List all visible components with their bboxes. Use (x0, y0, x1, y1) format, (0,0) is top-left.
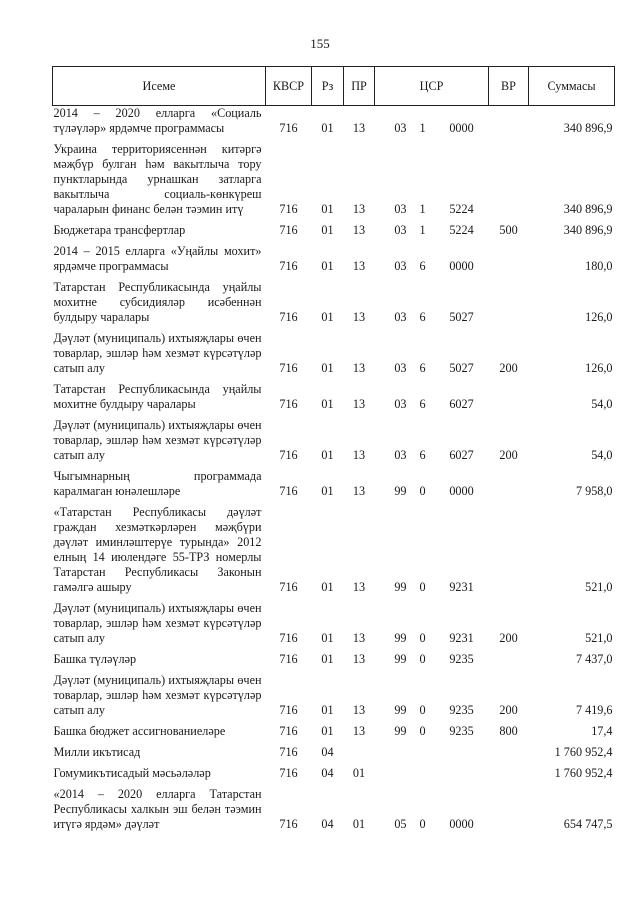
row-name: 2014 – 2015 елларга «Уңайлы мохит» ярдәмче программасы (53, 244, 262, 273)
row-sum: 54,0 (591, 448, 613, 462)
row-pr: 13 (352, 724, 366, 738)
row-sum: 126,0 (585, 361, 613, 375)
row-csr-program: 03 (394, 121, 407, 135)
row-csr-direction: 5224 (449, 202, 474, 216)
row-pr: 13 (352, 484, 366, 498)
row-csr-direction: 5027 (449, 310, 474, 324)
row-vr (489, 241, 529, 277)
row-csr-subprogram: 6 (419, 259, 426, 273)
row-vr: 200 (499, 448, 518, 462)
row-sum: 521,0 (585, 580, 613, 594)
header-rz: Рз (312, 67, 344, 106)
row-name: Гомумикътисадый мәсьәләләр (53, 766, 211, 780)
row-rz: 01 (321, 259, 334, 273)
header-name: Исеме (53, 67, 266, 106)
row-kvsr: 716 (279, 745, 298, 759)
header-sum: Суммасы (529, 67, 615, 106)
row-csr-direction: 9231 (449, 580, 474, 594)
row-sum: 1 760 952,4 (554, 766, 613, 780)
header-csr: ЦСР (375, 67, 489, 106)
row-pr: 13 (352, 202, 366, 216)
row-pr: 13 (352, 121, 366, 135)
row-kvsr: 716 (279, 631, 298, 645)
budget-table (52, 66, 615, 835)
table-row (53, 415, 615, 466)
row-csr-subprogram: 0 (419, 724, 426, 738)
row-sum: 654 747,5 (563, 817, 613, 831)
row-csr-direction: 0000 (449, 259, 474, 273)
row-csr-subprogram: 0 (419, 817, 426, 831)
row-kvsr: 716 (279, 202, 298, 216)
row-name: Дәүләт (муниципаль) ихтыяҗлары өчен товарлар, эшләр һәм хезмәт күрсәтүләр сатып алу (53, 673, 262, 717)
row-vr (489, 466, 529, 502)
row-csr-subprogram (411, 742, 435, 763)
row-csr-direction: 6027 (449, 448, 474, 462)
row-name: Чыгымнарның программада каралмаган юнәлешләре (53, 469, 262, 498)
row-name: Татарстан Республикасында уңайлы мохитне субсидияләр исәбеннән булдыру чаралары (53, 280, 262, 324)
table-row (53, 649, 615, 670)
row-pr: 13 (352, 448, 366, 462)
row-pr: 13 (352, 397, 366, 411)
row-name: «Татарстан Республикасы дәүләт граждан хезмәткәрләрен мәҗбүри дәүләт иминләштерүе турында» 2012 елның 14 июлендәге 55-ТРЗ номерлы Татарстан Республикасы Законын гамәлгә ашыру (53, 505, 262, 594)
row-csr-subprogram: 6 (419, 397, 426, 411)
table-row (53, 277, 615, 328)
row-name: Дәүләт (муниципаль) ихтыяҗлары өчен товарлар, эшләр һәм хезмәт күрсәтүләр сатып алу (53, 601, 262, 645)
row-kvsr: 716 (279, 397, 298, 411)
row-vr (489, 139, 529, 220)
row-name: Украина территориясеннән китәргә мәҗбүр булган һәм вакытлыча тору пунктларында урнашкан затларга вакытлыча социаль-көнкүреш чараларын финанс белән тәэмин итү (53, 142, 262, 216)
row-csr-program: 99 (394, 652, 407, 666)
header-kvsr: КВСР (266, 67, 312, 106)
row-csr-direction: 9231 (449, 631, 474, 645)
row-csr-direction: 9235 (449, 703, 474, 717)
row-csr-direction: 0000 (449, 121, 474, 135)
row-csr-subprogram: 0 (419, 631, 426, 645)
row-csr-program: 03 (394, 259, 407, 273)
row-rz: 01 (321, 397, 334, 411)
table-row (53, 379, 615, 415)
row-csr-program: 03 (394, 448, 407, 462)
row-pr: 13 (352, 703, 366, 717)
row-kvsr: 716 (279, 361, 298, 375)
row-vr (489, 106, 529, 140)
row-csr-subprogram: 0 (419, 580, 426, 594)
table-row (53, 241, 615, 277)
row-csr-program (375, 763, 411, 784)
row-csr-program: 99 (394, 703, 407, 717)
row-pr: 13 (352, 310, 366, 324)
row-rz: 01 (321, 448, 334, 462)
row-rz: 01 (321, 121, 334, 135)
row-csr-direction: 5027 (449, 361, 474, 375)
row-csr-program: 05 (394, 817, 407, 831)
row-csr-subprogram: 0 (419, 484, 426, 498)
row-rz: 04 (321, 745, 334, 759)
row-rz: 04 (321, 766, 334, 780)
row-csr-program: 03 (394, 397, 407, 411)
row-csr-subprogram: 1 (419, 223, 426, 237)
row-pr: 13 (352, 223, 366, 237)
table-row (53, 742, 615, 763)
row-kvsr: 716 (279, 580, 298, 594)
row-vr (489, 742, 529, 763)
row-kvsr: 716 (279, 223, 298, 237)
table-row (53, 721, 615, 742)
row-pr: 13 (352, 580, 366, 594)
table-row (53, 502, 615, 598)
row-vr (489, 784, 529, 835)
table-row (53, 670, 615, 721)
row-sum: 7 958,0 (575, 484, 613, 498)
table-row (53, 598, 615, 649)
row-sum: 521,0 (585, 631, 613, 645)
row-vr: 500 (499, 223, 518, 237)
row-vr (489, 379, 529, 415)
row-name: Милли икътисад (53, 745, 141, 759)
header-vr: ВР (489, 67, 529, 106)
row-kvsr: 716 (279, 766, 298, 780)
row-name: Башка бюджет ассигнованиеләре (53, 724, 226, 738)
row-kvsr: 716 (279, 724, 298, 738)
row-sum: 1 760 952,4 (554, 745, 613, 759)
row-csr-direction: 0000 (449, 817, 474, 831)
row-sum: 7 419,6 (575, 703, 613, 717)
row-rz: 04 (321, 817, 334, 831)
table-row (53, 139, 615, 220)
row-vr: 200 (499, 361, 518, 375)
row-pr: 13 (352, 652, 366, 666)
row-csr-program (375, 742, 411, 763)
row-vr (489, 502, 529, 598)
row-kvsr: 716 (279, 703, 298, 717)
row-csr-subprogram: 6 (419, 448, 426, 462)
row-csr-program: 03 (394, 310, 407, 324)
table-row (53, 466, 615, 502)
row-sum: 340 896,9 (563, 121, 613, 135)
row-name: Башка түләүләр (53, 652, 137, 666)
table-row (53, 328, 615, 379)
row-rz: 01 (321, 652, 334, 666)
row-csr-subprogram: 1 (419, 202, 426, 216)
row-sum: 126,0 (585, 310, 613, 324)
row-rz: 01 (321, 580, 334, 594)
row-csr-direction: 6027 (449, 397, 474, 411)
row-sum: 340 896,9 (563, 202, 613, 216)
row-csr-direction: 0000 (449, 484, 474, 498)
table-row (53, 784, 615, 835)
row-vr (489, 649, 529, 670)
row-rz: 01 (321, 724, 334, 738)
row-sum: 17,4 (591, 724, 613, 738)
row-kvsr: 716 (279, 259, 298, 273)
row-csr-program: 99 (394, 631, 407, 645)
table-row (53, 220, 615, 241)
row-name: «2014 – 2020 елларга Татарстан Республикасы халкын эш белән тәэмин итүгә ярдәм» дәүләт (53, 787, 262, 831)
table-header-row (53, 67, 615, 106)
row-csr-program: 99 (394, 724, 407, 738)
row-csr-program: 03 (394, 223, 407, 237)
row-kvsr: 716 (279, 652, 298, 666)
row-vr: 200 (499, 631, 518, 645)
row-kvsr: 716 (279, 121, 298, 135)
row-vr (489, 277, 529, 328)
row-kvsr: 716 (279, 310, 298, 324)
row-pr: 13 (352, 259, 366, 273)
row-csr-program: 03 (394, 202, 407, 216)
row-csr-subprogram: 6 (419, 310, 426, 324)
row-vr: 200 (499, 703, 518, 717)
row-csr-subprogram: 6 (419, 361, 426, 375)
row-pr: 01 (352, 817, 366, 831)
row-name: 2014 – 2020 елларга «Социаль түләүләр» ярдәмче программасы (53, 106, 262, 135)
row-pr: 01 (352, 766, 366, 780)
header-pr: ПР (344, 67, 375, 106)
row-sum: 340 896,9 (563, 223, 613, 237)
row-csr-subprogram: 1 (419, 121, 426, 135)
row-csr-direction (435, 742, 489, 763)
row-csr-subprogram (411, 763, 435, 784)
row-rz: 01 (321, 361, 334, 375)
row-rz: 01 (321, 703, 334, 717)
page-number: 155 (310, 36, 330, 51)
row-csr-direction: 9235 (449, 652, 474, 666)
row-name: Дәүләт (муниципаль) ихтыяҗлары өчен товарлар, эшләр һәм хезмәт күрсәтүләр сатып алу (53, 331, 262, 375)
row-pr (344, 742, 375, 763)
row-rz: 01 (321, 484, 334, 498)
row-name: Дәүләт (муниципаль) ихтыяҗлары өчен товарлар, эшләр һәм хезмәт күрсәтүләр сатып алу (53, 418, 262, 462)
row-vr: 800 (499, 724, 518, 738)
row-name: Бюджетара трансфертлар (53, 223, 186, 237)
row-sum: 180,0 (585, 259, 613, 273)
table-body (53, 106, 615, 836)
row-sum: 7 437,0 (575, 652, 613, 666)
row-pr: 13 (352, 631, 366, 645)
row-rz: 01 (321, 223, 334, 237)
row-kvsr: 716 (279, 448, 298, 462)
row-csr-subprogram: 0 (419, 703, 426, 717)
row-csr-program: 99 (394, 484, 407, 498)
row-csr-program: 99 (394, 580, 407, 594)
row-rz: 01 (321, 310, 334, 324)
row-csr-subprogram: 0 (419, 652, 426, 666)
row-csr-direction (435, 763, 489, 784)
row-csr-direction: 9235 (449, 724, 474, 738)
row-pr: 13 (352, 361, 366, 375)
row-csr-program: 03 (394, 361, 407, 375)
row-sum: 54,0 (591, 397, 613, 411)
row-vr (489, 763, 529, 784)
row-csr-direction: 5224 (449, 223, 474, 237)
row-kvsr: 716 (279, 484, 298, 498)
row-name: Татарстан Республикасында уңайлы мохитне булдыру чаралары (53, 382, 262, 411)
row-rz: 01 (321, 631, 334, 645)
table-row (53, 763, 615, 784)
row-rz: 01 (321, 202, 334, 216)
table-row (53, 106, 615, 140)
row-kvsr: 716 (279, 817, 298, 831)
